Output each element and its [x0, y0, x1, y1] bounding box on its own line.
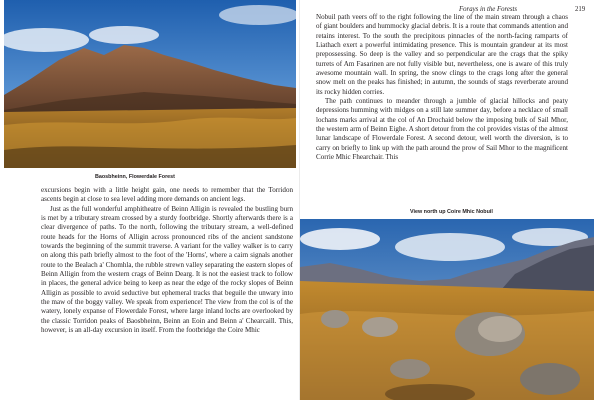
- right-text-column: [316, 13, 568, 163]
- paragraph: Nobuil path veers off to the right following the line of the main stream through a chaos of giant boulders and hummocky glacial debris. It is a route that commands attention and retains interest. To the south the precipitous pinnacles of the north-facing ramparts of Liathach exert a powerful intimidating presence. This is mountain grandeur at its most prepossessing. So deep is the valley and so perpendicular are the crags that the spiky turrets of Am Fasarinen are not fully visible but, nevertheless, one is aware of this truly awesome mountain wall. In spring, the snow clings to the crags long after the general snow melt on the peaks has finished; in autumn, the sounds of stags reverberate around its rocky hidden corries.: [316, 13, 568, 96]
- paragraph: Just as the full wonderful amphitheatre of Beinn Alligin is revealed the bustling burn is met by a tributary stream crossed by a sturdy footbridge. Shortly afterwards there is a clear divergence of paths. To the north, following the tributary stream, a well-defined route heads for the Horns of Alligin across pronounced ribs of the ancient sandstone towards the beginning of the summit traverse. A variant for the valley walker is to carry on along this path briefly almost to the foot of the 'Horns', where a cairn signals another route to the Bealach a' Chomhla, the rubble strewn valley separating the eastern slopes of Beinn Alligin from the western crags of Beinn Dearg. It is not the easiest track to follow in places, the general advice being to keep as near the edge of the rocky slopes of Beinn Alligin as possible to avoid seductive but ephemeral tracks that beguile the unwary into the maw of the boggy valley. We speak from experience! The view from the col is of the watery, lonely expanse of Flowerdale Forest, where large inland lochs are overlooked by the classic Torridon peaks of Baosbheinn, Beinn an Eoin and Beinn a' Chearcaill. This, however, is an all-day excursion in itself. From the footbridge the Coire Mhic: [41, 204, 293, 335]
- photo-caption: Baosbheinn, Flowerdale Forest: [95, 174, 175, 180]
- paragraph: excursions begin with a little height gain, one needs to remember that the Torridon ascents begin at close to sea level adding more demands on ancient legs.: [41, 186, 293, 204]
- paragraph: The path continues to meander through a jumble of glacial hillocks and peaty depressions humming with midges on a still late summer day, before a necklace of small lochans marks arrival at the col of An Drochaid below the imposing bulk of Sail Mhor, the western arm of Beinn Eighe. A short detour from the col provides vistas of the almost lunar landscape of Flowerdale Forest. A second detour, well worth the diversion, is to carry on briefly to link up with the path around the prow of Sail Mhor to the magnificent Corrie Mhic Fhearchair. This: [316, 97, 568, 162]
- baosbheinn-photo: [4, 0, 296, 168]
- left-text-column: [41, 186, 293, 336]
- running-head: Forays in the Forests: [459, 6, 518, 13]
- page-number: 219: [575, 6, 586, 13]
- photo-caption: View north up Coire Mhic Nobuil: [410, 209, 493, 215]
- coire-mhic-nobuil-photo: [300, 219, 594, 400]
